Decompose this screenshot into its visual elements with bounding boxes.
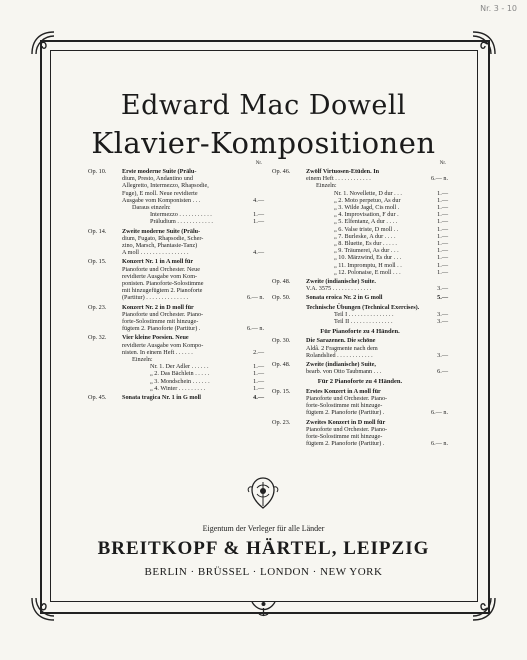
entry-line: bearb. von Otto Taubmann . . . 6.—: [306, 368, 448, 376]
entry-line: fügtem 2. Pianoforte (Partitur) . 6.— n.: [122, 325, 264, 333]
entry-line: revidierte Ausgabe vom Kompo-: [122, 341, 204, 349]
catalog-entry: [272, 294, 448, 301]
catalog-entry: [272, 304, 448, 326]
entry-line: Zwölf Virtuosen-Etüden. In: [306, 168, 380, 175]
price: 4.—: [253, 249, 264, 257]
price: 1.—: [437, 268, 448, 276]
publisher-cities: BERLIN · BRÜSSEL · LONDON · NEW YORK: [144, 566, 383, 578]
entry-line: Zweite moderne Suite (Prälu-: [122, 227, 201, 235]
heading-4-hands: Für Pianoforte zu 4 Händen.: [320, 328, 400, 336]
rights-note: Eigentum der Verleger für alle Länder: [202, 524, 325, 533]
price: 4.—: [253, 394, 264, 402]
entry-line: dium, Presto, Andantino und: [122, 175, 193, 183]
entry-line: forte-Solostimme mit hinzuge-: [306, 402, 383, 410]
entry-line: Pianoforte und Orchester. Piano-: [306, 425, 388, 433]
price: 6.— n.: [430, 175, 448, 183]
price: 1.—: [437, 261, 448, 269]
price: 1.—: [437, 211, 448, 219]
price: 6.— n.: [430, 409, 448, 417]
entry-line: Pianoforte und Orchester. Piano-: [306, 394, 388, 402]
page-title: Klavier-Kompositionen: [91, 126, 436, 160]
sub-label: Einzeln:: [316, 182, 337, 190]
corner-note: Nr. 3 - 10: [480, 4, 517, 13]
catalog-entry: [88, 304, 264, 333]
entry-line: fügtem 2. Pianoforte (Partitur) . 6.— n.: [306, 409, 448, 417]
bottom-center-ornament: [250, 598, 277, 618]
entry-line: Zweite (indianische) Suite.: [306, 278, 376, 286]
catalog-entry: [272, 278, 448, 292]
sub-label: Einzeln:: [132, 356, 153, 364]
entry-line: (Partitur) . . . . . . . . . . . . . . 6.— n.: [122, 294, 264, 302]
price: 6.— n.: [430, 440, 448, 448]
catalog-entry: [272, 337, 448, 359]
entry-line: Rolandslied . . . . . . . . . . . . 3.—: [306, 351, 448, 359]
sub-item: Präludium . . . . . . . . . . . . 1.—: [150, 218, 264, 226]
entry-line: V.A. 3575 . . . . . . . . . . . . . 3.—: [306, 285, 448, 293]
price: 1.—: [437, 196, 448, 204]
price: 1.—: [437, 247, 448, 255]
publisher-name: BREITKOPF & HÄRTEL, LEIPZIG: [97, 538, 430, 559]
catalog-entry: [88, 258, 264, 301]
entry-line: zino, Marsch, Phantasie-Tanz): [122, 242, 198, 250]
opus-number: Op. 10.: [88, 168, 107, 175]
corner-ornament-bottom-left: [30, 596, 56, 622]
catalog-entry: [88, 168, 264, 226]
catalog-entry: [88, 334, 264, 392]
sub-item: „ 9. Träumerei, As dur . . . 1.—: [334, 247, 448, 255]
price: 1.—: [253, 363, 264, 371]
sub-item: „ 3. Wilde Jagd, Cis moll . 1.—: [334, 204, 448, 212]
sub-item: „ 3. Mondschein . . . . . . 1.—: [150, 377, 264, 385]
catalog-entry: [272, 168, 448, 276]
entry-line: ponisten. Pianoforte-Solostimme: [122, 280, 204, 288]
corner-ornament-top-right: [471, 30, 497, 56]
price: 1.—: [437, 225, 448, 233]
price: 6.— n.: [246, 325, 264, 333]
entry-line: A moll . . . . . . . . . . . . . . . . 4.—: [122, 249, 264, 257]
catalog-entry: [88, 394, 264, 401]
price: 1.—: [253, 370, 264, 378]
nr-mark: Nr.: [255, 161, 262, 166]
price: 3.—: [437, 318, 448, 326]
right-column: [272, 161, 448, 449]
price: 1.—: [437, 204, 448, 212]
entry-line: Aldâ. 2 Fragmente nach dem: [306, 344, 378, 352]
entry-line: Pianoforte und Orchester. Piano-: [122, 310, 204, 318]
catalog-entry: [272, 388, 448, 417]
price: 6.— n.: [246, 294, 264, 302]
opus-number: Op. 23.: [272, 418, 291, 426]
price: 5.—: [437, 294, 448, 302]
opus-number: Op. 30.: [272, 337, 291, 345]
catalog-entry: [272, 419, 448, 448]
entry-line: forte-Solostimme mit hinzuge-: [122, 318, 199, 326]
entry-line: Technische Übungen (Technical Exercises).: [306, 303, 420, 311]
price: 1.—: [437, 232, 448, 240]
opus-number: Op. 15.: [272, 387, 291, 395]
entry-line: Zweites Konzert in D moll für: [306, 418, 386, 426]
sub-item: „ 4. Winter . . . . . . . . . 1.—: [150, 384, 264, 392]
price: 6.—: [437, 368, 448, 376]
nr-mark: Nr.: [439, 161, 446, 166]
publisher-vignette-icon: [246, 474, 280, 514]
entry-line: Konzert Nr. 1 in A moll für: [122, 258, 194, 266]
sub-item: Teil I . . . . . . . . . . . . . . . 3.—: [334, 310, 448, 318]
price: 2.—: [253, 348, 264, 356]
entry-line: Die Sarazenen. Die schöne: [306, 337, 376, 345]
entry-line: Sonata tragica Nr. 1 in G moll 4.—: [122, 394, 264, 402]
opus-number: Op. 48.: [272, 361, 291, 369]
opus-number: Op. 32.: [88, 334, 107, 342]
entry-line: Erstes Konzert in A moll für: [306, 387, 381, 395]
opus-number: Op. 14.: [88, 227, 107, 235]
price: 3.—: [437, 310, 448, 318]
sub-item: „ 8. Bluette, Es dur . . . . . 1.—: [334, 240, 448, 248]
sub-item: Nr. 1. Novellette, D dur . . . 1.—: [334, 189, 448, 197]
opus-number: Op. 46.: [272, 168, 291, 175]
sub-item: „ 2. Das Bächlein . . . . . 1.—: [150, 370, 264, 378]
sub-item: Teil II . . . . . . . . . . . . . . 3.—: [334, 318, 448, 326]
entry-line: Vier kleine Poesien. Neue: [122, 334, 189, 342]
entry-line: forte-Solostimme mit hinzuge-: [306, 432, 383, 440]
price: 1.—: [437, 189, 448, 197]
sub-item: Nr. 1. Der Adler . . . . . . 1.—: [150, 363, 264, 371]
opus-number: Op. 45.: [88, 394, 107, 402]
corner-ornament-bottom-right: [471, 596, 497, 622]
price: 1.—: [437, 240, 448, 248]
sub-item: „ 12. Polonaise, E moll . . . 1.—: [334, 268, 448, 276]
entry-line: mit hinzugefügtem 2. Pianoforte: [122, 287, 203, 295]
entry-line: dium, Fugato, Rhapsodie, Scher-: [122, 234, 204, 242]
entry-line: revidierte Ausgabe vom Kom-: [122, 272, 198, 280]
entry-line: Fuge), E moll. Neue revidierte: [122, 189, 198, 197]
entry-line: Erste moderne Suite (Prälu-: [122, 168, 197, 175]
entry-line: einem Heft . . . . . . . . . . . . 6.— n.: [306, 175, 448, 183]
price: 4.—: [253, 196, 264, 204]
sub-item: „ 5. Elfentanz, A dur . . . . 1.—: [334, 218, 448, 226]
opus-number: Op. 50.: [272, 294, 291, 302]
price: 1.—: [437, 218, 448, 226]
price: 3.—: [437, 285, 448, 293]
price: 1.—: [437, 254, 448, 262]
composer-name: Edward Mac Dowell: [120, 90, 407, 121]
entry-line: Ausgabe vom Komponisten . . . 4.—: [122, 196, 264, 204]
entry-line: Zweite (indianische) Suite,: [306, 361, 376, 369]
heading-2-pianos: Für 2 Pianoforte zu 4 Händen.: [317, 378, 403, 386]
price: 1.—: [253, 384, 264, 392]
sub-item: „ 4. Improvisation, F dur . 1.—: [334, 211, 448, 219]
entry-line: nisten. In einem Heft . . . . . . 2.—: [122, 348, 264, 356]
opus-number: Op. 48.: [272, 278, 291, 286]
price: 3.—: [437, 351, 448, 359]
sub-item: „ 7. Burleske, A dur . . . . 1.—: [334, 232, 448, 240]
entry-line: fügtem 2. Pianoforte (Partitur) . 6.— n.: [306, 440, 448, 448]
opus-number: Op. 23.: [88, 303, 107, 311]
sub-item: Intermezzo . . . . . . . . . . . 1.—: [150, 211, 264, 219]
price: 1.—: [253, 218, 264, 226]
entry-line: Sonata eroica Nr. 2 in G moll 5.—: [306, 294, 448, 302]
entry-line: Pianoforte und Orchester. Neue: [122, 265, 201, 273]
price: 1.—: [253, 211, 264, 219]
sub-item: „ 6. Valse triste, D moll . . 1.—: [334, 225, 448, 233]
catalog-entry: [88, 228, 264, 257]
sub-item: „ 10. Märzwind, Es dur . . . 1.—: [334, 254, 448, 262]
entry-line: Allegretto, Intermezzo, Rhapsodie,: [122, 182, 209, 190]
sub-label: Daraus einzeln:: [132, 204, 171, 212]
price: 1.—: [253, 377, 264, 385]
entry-line: Konzert Nr. 2 in D moll für: [122, 303, 194, 311]
left-column: [88, 161, 264, 403]
corner-ornament-top-left: [30, 30, 56, 56]
sub-item: „ 11. Impromptu, H moll . . 1.—: [334, 261, 448, 269]
opus-number: Op. 15.: [88, 258, 107, 266]
sub-item: „ 2. Moto perpetuo, As dur 1.—: [334, 196, 448, 204]
catalog-entry: [272, 361, 448, 375]
